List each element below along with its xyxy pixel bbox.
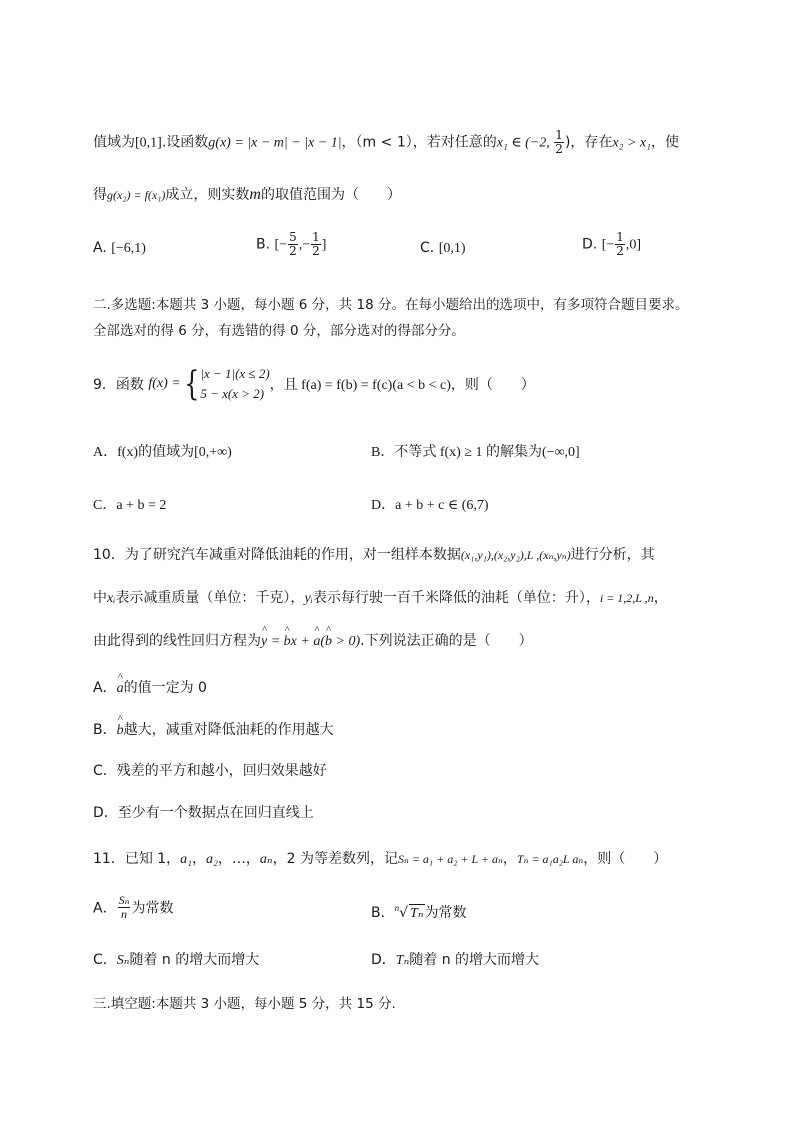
fraction: $\frac{\text{Sₙ}}{n}$ [118,893,130,921]
fraction: $\frac{1}{2}$ [555,128,563,156]
q10-stem-line2: 中xᵢ表示减重质量（单位：千克），yᵢ表示每行驶一百千米降低的油耗（单位：升），i = 1,2,L ,n， [93,590,668,606]
q9-option-b[interactable]: B．不等式 f(x) ≥ 1 的解集为(−∞,0] [371,445,580,460]
q9-option-d[interactable]: D．a + b + c ∈ (6,7) [371,498,489,513]
q10-stem-line3: 由此得到的线性回归方程为^ y = ^ bx + ^ a(^ b > 0).下列说法正确的是（ ） [93,630,533,650]
q10-stem-line1: 10．为了研究汽车减重对降低油耗的作用，对一组样本数据(x₁,y₁),(x₂,y₂),L ,(xₙ,yₙ)进行分析，其 [93,547,655,563]
section2-instructions: 全部选对的得 6 分，有选错的得 0 分，部分选对的得部分分。 [93,323,465,339]
q10-option-a[interactable]: A．^ a的值一定为 0 [93,677,207,697]
q11-option-d[interactable]: D．Tₙ随着 n 的增大而增大 [371,952,540,968]
q11-option-a[interactable]: A． $\frac{\text{Sₙ}}{n}$ 为常数 [93,893,174,921]
q9-option-c[interactable]: C．a + b = 2 [93,498,167,513]
q10-option-b[interactable]: B．^ b越大，减重对降低油耗的作用越大 [93,719,334,739]
q8-option-a[interactable]: A. [−6,1) [93,240,146,256]
q10-option-c[interactable]: C．残差的平方和越小，回归效果越好 [93,763,327,779]
q9-stem: 9．函数 f(x) ={ |x − 1|(x ≤ 2) 5 − x(x > 2) ，且 f(a) = f(b) = f(c)(a < b < c)，则（ ） [93,364,535,404]
q11-option-c[interactable]: C．Sₙ随着 n 的增大而增大 [93,952,260,968]
q8-option-d[interactable]: D. [− $\frac{1}{2}$ ,0] [582,230,642,258]
section2-heading: 二.多选题:本题共 3 小题，每小题 6 分，共 18 分。在每小题给出的选项中，有多项符合题目要求。 [93,297,689,313]
brace: { [183,364,200,404]
fraction: $\frac{5}{2}$ [289,230,297,258]
q11-option-b[interactable]: B．$^n$√ Tₙ为常数 [371,903,467,921]
section3-heading: 三.填空题:本题共 3 小题，每小题 5 分，共 15 分. [93,996,396,1012]
q11-stem: 11．已知 1，a₁，a₂，…，aₙ，2 为等差数列，记Sₙ = a₁ + a₂ + L + aₙ，Tₙ = a₁a₂L aₙ，则（ ） [93,851,668,867]
q8-stem-line1: 值域为[0,1].设函数g(x) = |x − m| − |x − 1|，（m < 1），若对任意的x₁ ∈ (−2, $\frac{1}{2}$ )，存在x₂ > x₁，使 [93,128,680,156]
q8-stem-line2: 得g(x₂) = f(x₁)成立，则实数m的取值范围为（ ） [93,186,401,203]
fraction: $\frac{1}{2}$ [312,230,320,258]
piecewise-cases: |x − 1|(x ≤ 2) 5 − x(x > 2) [200,366,270,401]
q9-option-a[interactable]: A．f(x)的值域为[0,+∞) [93,445,232,460]
q8-option-c[interactable]: C. [0,1) [420,240,466,256]
q10-option-d[interactable]: D．至少有一个数据点在回归直线上 [93,805,314,821]
fraction: $\frac{1}{2}$ [616,230,624,258]
radical-icon: √ [399,905,409,921]
q8-option-b[interactable]: B. [− $\frac{5}{2}$ ,− $\frac{1}{2}$ ] [256,230,327,258]
